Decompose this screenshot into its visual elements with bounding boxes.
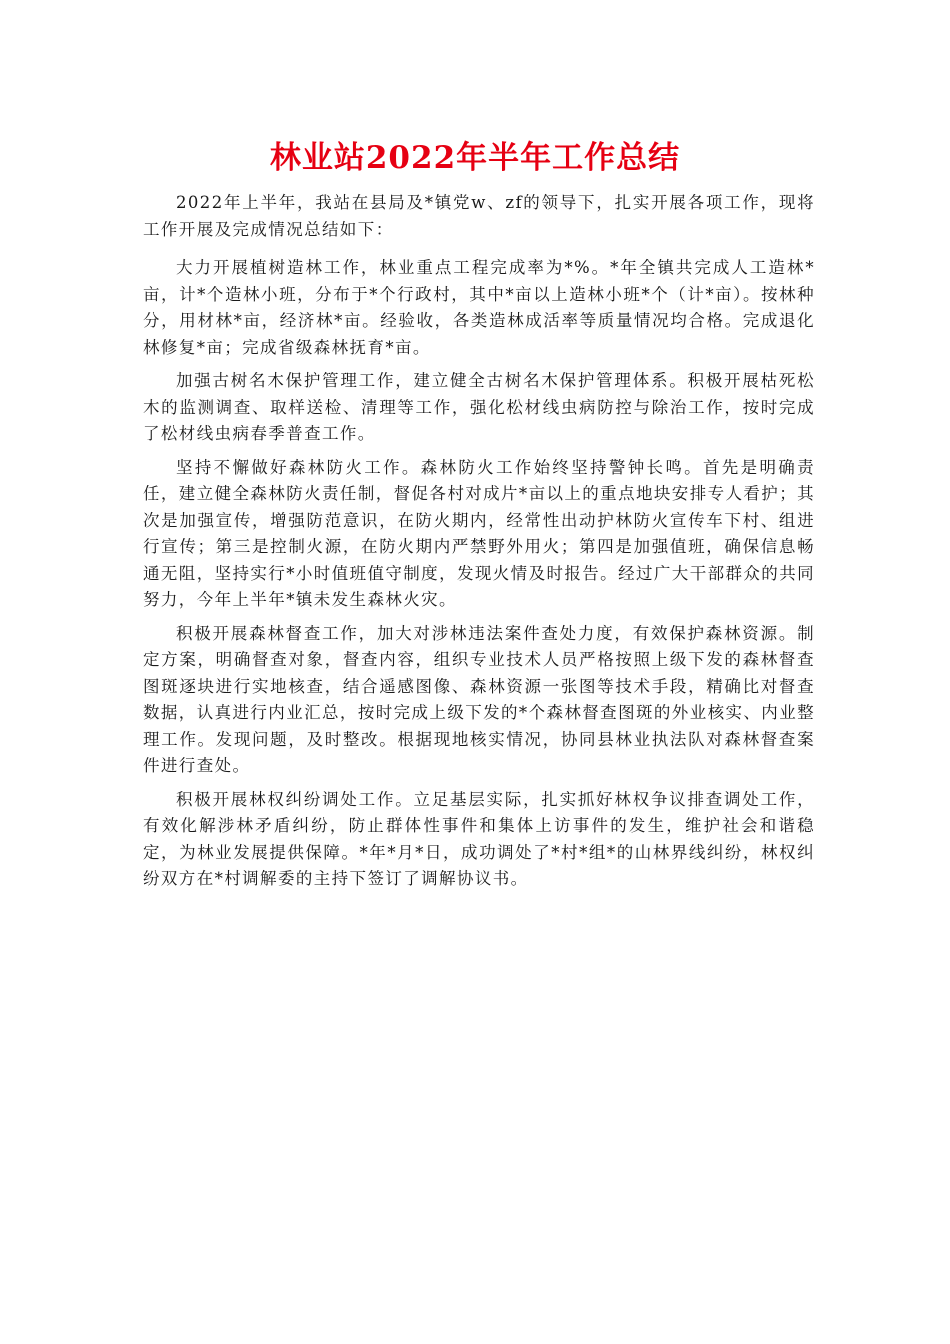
paragraph-afforestation: 大力开展植树造林工作，林业重点工程完成率为*%。*年全镇共完成人工造林*亩，计*个造林小班，分布于*个行政村，其中*亩以上造林小班*个（计*亩）。按林种分，用材林*亩，经济林*亩。经验收，各类造林成活率等质量情况均合格。完成退化林修复*亩；完成省级森林抚育*亩。 <box>143 258 815 357</box>
document-body <box>143 190 815 893</box>
paragraph-forest-inspection: 积极开展森林督查工作，加大对涉林违法案件查处力度，有效保护森林资源。制定方案，明确督查对象，督查内容，组织专业技术人员严格按照上级下发的森林督查图斑逐块进行实地核查，结合遥感图像、森林资源一张图等技术手段，精确比对督查数据，认真进行内业汇总，按时完成上级下发的*个森林督查图斑的外业核实、内业整理工作。发现问题，及时整改。根据现地核实情况，协同县林业执法队对森林督查案件进行查处。 <box>143 623 815 775</box>
paragraph-dispute-mediation: 积极开展林权纠纷调处工作。立足基层实际，扎实抓好林权争议排查调处工作，有效化解涉林矛盾纠纷，防止群体性事件和集体上访事件的发生，维护社会和谐稳定，为林业发展提供保障。*年*月*日，成功调处了*村*组*的山林界线纠纷，林权纠纷双方在*村调解委的主持下签订了调解协议书。 <box>143 789 815 888</box>
paragraph-fire-prevention: 坚持不懈做好森林防火工作。森林防火工作始终坚持警钟长鸣。首先是明确责任，建立健全森林防火责任制，督促各村对成片*亩以上的重点地块安排专人看护；其次是加强宣传，增强防范意识，在防火期内，经常性出动护林防火宣传车下村、组进行宣传；第三是控制火源，在防火期内严禁野外用火；第四是加强值班，确保信息畅通无阻，坚持实行*小时值班值守制度，发现火情及时报告。经过广大干部群众的共同努力，今年上半年*镇未发生森林火灾。 <box>143 457 815 609</box>
paragraph-ancient-trees: 加强古树名木保护管理工作，建立健全古树名木保护管理体系。积极开展枯死松木的监测调查、取样送检、清理等工作，强化松材线虫病防控与除治工作，按时完成了松材线虫病春季普查工作。 <box>143 371 815 443</box>
paragraph-intro: 2022年上半年，我站在县局及*镇党w、zf的领导下，扎实开展各项工作，现将工作开展及完成情况总结如下： <box>143 193 815 239</box>
document-title: 林业站2022年半年工作总结 <box>269 140 681 176</box>
